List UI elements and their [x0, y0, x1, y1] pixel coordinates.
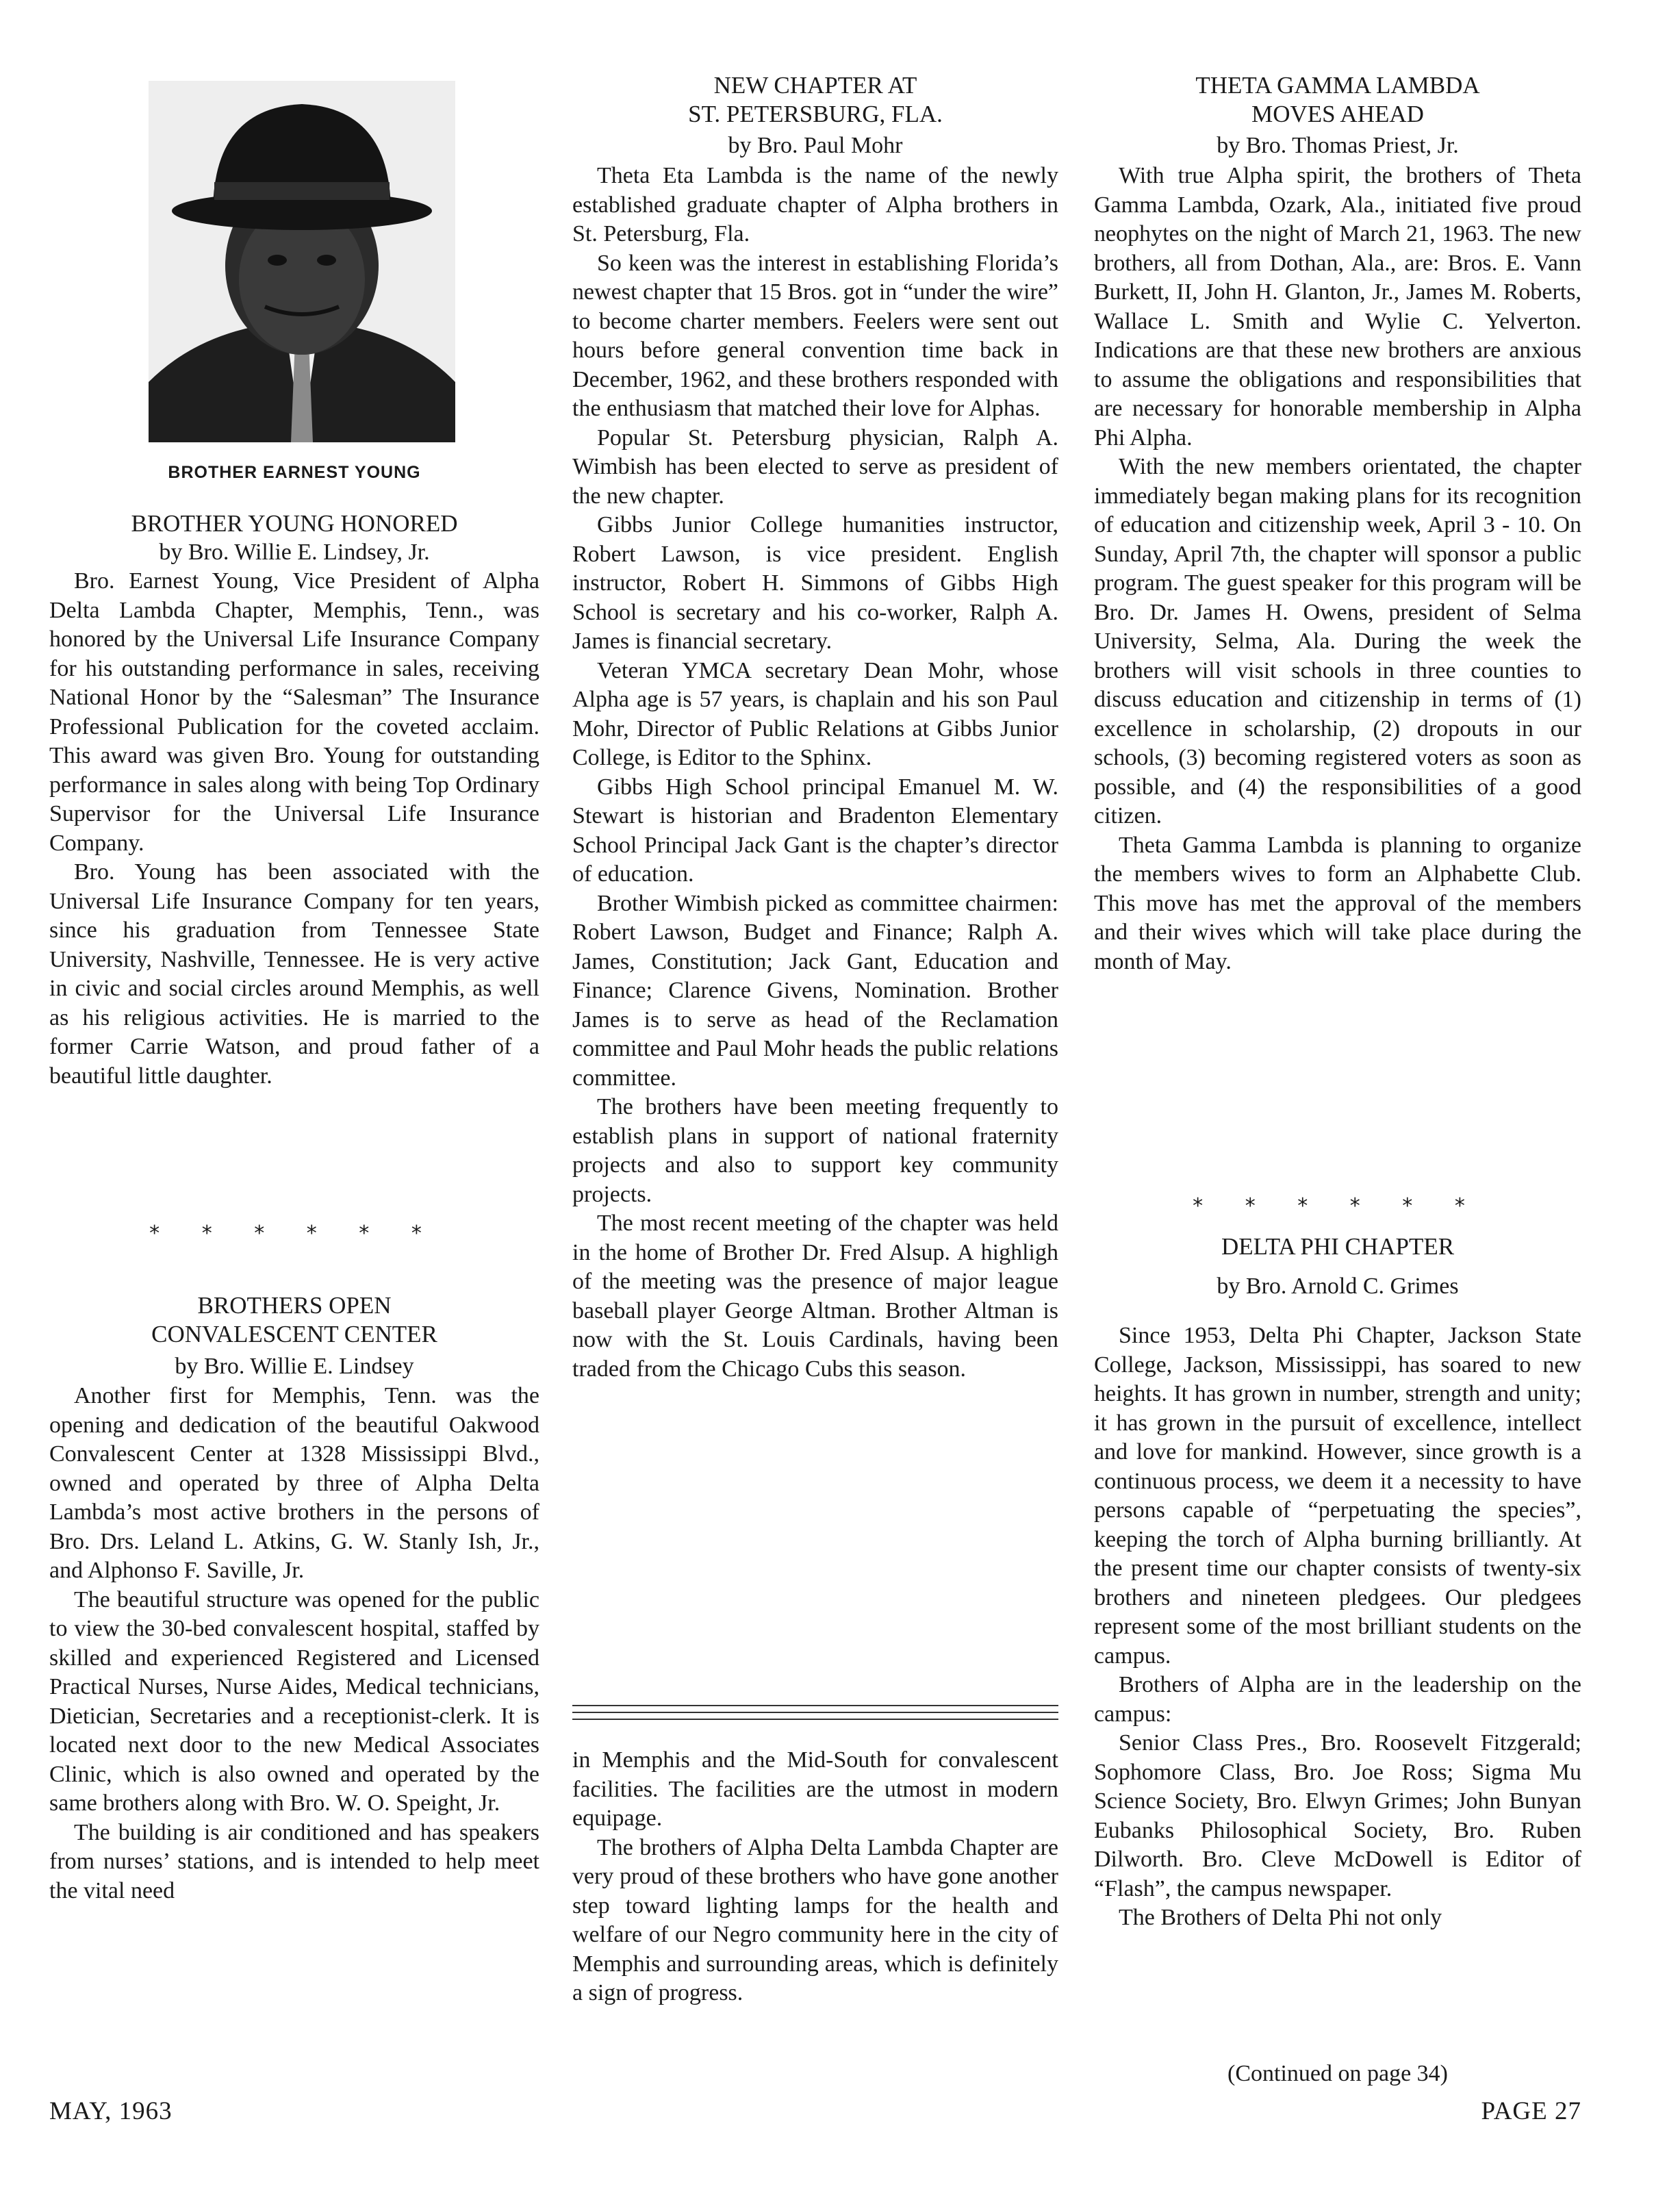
- column-divider-rule: [572, 1705, 1058, 1706]
- photo-caption: BROTHER EARNEST YOUNG: [168, 463, 421, 482]
- article-title-st-petersburg: [572, 71, 1058, 129]
- title-line: BROTHERS OPEN: [197, 1292, 392, 1319]
- paragraph: Bro. Earnest Young, Vice President of Alpha Delta Lambda Chapter, Memphis, Tenn., was honored by the Universal Life Insurance Company for his outstanding performance in sales, receiving National Honor by the “Salesman” The Insurance Professional Publication for the coveted acclaim. This award was given Bro. Young for outstanding performance in sales along with being Top Ordinary Supervisor for the Universal Life Insurance Company.: [49, 568, 539, 856]
- article-body-convalescent: [49, 1382, 539, 1905]
- byline-young: by Bro. Willie E. Lindsey, Jr.: [159, 540, 430, 565]
- byline-delta-phi: by Bro. Arnold C. Grimes: [1217, 1274, 1459, 1299]
- article-title-convalescent: [49, 1291, 539, 1349]
- title-line: NEW CHAPTER AT: [713, 72, 917, 99]
- paragraph: Senior Class Pres., Bro. Roosevelt Fitzgerald; Sophomore Class, Bro. Joe Ross; Sigma Mu Science Society, Bro. Elwyn Grimes; John Bunyan Eubanks Philosophical Society, Bro. Ruben Dilworth. Bro. Cleve McDowell is Editor of “Flash”, the campus newspaper.: [1094, 1730, 1581, 1901]
- paragraph: Veteran YMCA secretary Dean Mohr, whose Alpha age is 57 years, is chaplain and his son Paul Mohr, Director of Public Relations at Gibbs Junior College, is Editor to the Sphinx.: [572, 657, 1058, 770]
- paragraph: Gibbs High School principal Emanuel M. W. Stewart is historian and Bradenton Elementary School Principal Jack Gant is the chapter’s director of education.: [572, 774, 1058, 887]
- section-separator: * * * * * *: [1193, 1194, 1483, 1218]
- title-line: ST. PETERSBURG, FLA.: [688, 101, 943, 127]
- title-line: CONVALESCENT CENTER: [151, 1321, 437, 1347]
- paragraph: Another first for Memphis, Tenn. was the opening and dedication of the beautiful Oakwood Convalescent Center at 1328 Mississippi Blvd., owned and operated by three of Alpha Delta Lambda’s most active brothers in the persons of Bro. Drs. Leland L. Atkins, G. W. Stanly Ish, Jr., and Alphonso F. Saville, Jr.: [49, 1383, 539, 1583]
- portrait-image: [149, 81, 455, 442]
- paragraph: So keen was the interest in establishing Florida’s newest chapter that 15 Bros. got in “under the wire” to become charter members. Feelers were sent out hours before general convention time back in December, 1962, and these brothers responded with the enthusiasm that matched their love for Alphas.: [572, 250, 1058, 421]
- article-body-theta-gamma: [1094, 162, 1581, 976]
- paragraph: in Memphis and the Mid-South for convalescent facilities. The facilities are the utmost in modern equipage.: [572, 1747, 1058, 1831]
- paragraph: With the new members orientated, the chapter immediately began making plans for its recognition of education and citizenship week, April 3 - 10. On Sunday, April 7th, the chapter will sponsor a public program. The guest speaker for this program will be Bro. Dr. James H. Owens, president of Selma University, Selma, Ala. During the week the brothers will visit schools in three counties to discuss education and citizenship in terms of (1) excellence in scholarship, (2) dropouts in our schools, (3) becoming registered voters as soon as possible, and (4) the responsibilities of a good citizen.: [1094, 454, 1581, 828]
- paragraph: The brothers have been meeting frequently to establish plans in support of national fraternity projects and also to support key community projects.: [572, 1094, 1058, 1207]
- article-title-theta-gamma: [1094, 71, 1581, 129]
- paragraph: Theta Gamma Lambda is planning to organize the members wives to form an Alphabette Club. This move has met the approval of the members and their wives which will take place during the month of May.: [1094, 832, 1581, 974]
- byline-theta-gamma: by Bro. Thomas Priest, Jr.: [1217, 133, 1459, 158]
- paragraph: With true Alpha spirit, the brothers of Theta Gamma Lambda, Ozark, Ala., initiated five proud neophytes on the night of March 21, 1963. The new brothers, all from Dothan, Ala., are: Bros. E. Vann Burkett, II, John H. Glanton, Jr., James M. Roberts, Wallace L. Smith and Wylie C. Yelverton. Indications are that these new brothers are anxious to assume the obligations and responsibilities that are necessary for honorable membership in Alpha Phi Alpha.: [1094, 163, 1581, 451]
- title-line: THETA GAMMA LAMBDA: [1195, 72, 1480, 99]
- continued-note: (Continued on page 34): [1227, 2061, 1448, 2086]
- article-body-st-petersburg: [572, 162, 1058, 1384]
- paragraph: Bro. Young has been associated with the Universal Life Insurance Company for ten years, since his graduation from Tennessee State University, Nashville, Tennessee. He is very active in civic and social circles around Memphis, as well as his religious activities. He is married to the former Carrie Watson, and proud father of a beautiful little daughter.: [49, 859, 539, 1089]
- paragraph: Brothers of Alpha are in the leadership on the campus:: [1094, 1672, 1581, 1727]
- article-continuation-convalescent: [572, 1746, 1058, 2008]
- paragraph: Since 1953, Delta Phi Chapter, Jackson State College, Jackson, Mississippi, has soared to new heights. It has grown in number, strength and unity; it has grown in the pursuit of excellence, intellect and love for mankind. However, since growth is a continuous process, we deem it a necessity to have persons capable of “perpetuating the species”, keeping the torch of Alpha burning brilliantly. At the present time our chapter consists of twenty-six brothers and nineteen pledgees. Our pledgees represent some of the most brilliant students on the campus.: [1094, 1323, 1581, 1669]
- paragraph: The beautiful structure was opened for the public to view the 30-bed convalescent hospital, staffed by skilled and experienced Registered and Licensed Practical Nurses, Nurse Aides, Medical technicians, Dietician, Secretaries and a receptionist-clerk. It is located next door to the new Medical Associates Clinic, which is also owned and operated by the same brothers along with Bro. W. O. Speight, Jr.: [49, 1586, 539, 1816]
- byline-convalescent: by Bro. Willie E. Lindsey: [175, 1354, 414, 1379]
- paragraph: The Brothers of Delta Phi not only: [1119, 1905, 1442, 1930]
- column-divider-rule: [572, 1719, 1058, 1720]
- article-body-young: [49, 567, 539, 1091]
- paragraph: Brother Wimbish picked as committee chairmen: Robert Lawson, Budget and Finance; Ralph A. James, Constitution; Jack Gant, Education and Finance; Clarence Givens, Nomination. Brother James is to serve as head of the Reclamation committee and Paul Mohr heads the public relations committee.: [572, 890, 1058, 1091]
- article-title-young: BROTHER YOUNG HONORED: [131, 510, 458, 537]
- footer-date: MAY, 1963: [49, 2097, 173, 2125]
- byline-st-petersburg: by Bro. Paul Mohr: [728, 133, 903, 158]
- paragraph: Popular St. Petersburg physician, Ralph A. Wimbish has been elected to serve as president of the new chapter.: [572, 425, 1058, 509]
- footer-page-number: PAGE 27: [1481, 2097, 1581, 2125]
- portrait-photo: [149, 81, 455, 442]
- paragraph: The most recent meeting of the chapter was held in the home of Brother Dr. Fred Alsup. A highligh of the meeting was the presence of major league baseball player George Altman. Brother Altman is now with the St. Louis Cardinals, having been traded from the Chicago Cubs this season.: [572, 1211, 1058, 1382]
- paragraph: The brothers of Alpha Delta Lambda Chapter are very proud of these brothers who have gone another step toward lighting lamps for the health and welfare of our Negro community here in the city of Memphis and surrounding areas, which is definitely a sign of progress.: [572, 1834, 1058, 2005]
- paragraph: The building is air conditioned and has speakers from nurses’ stations, and is intended to help meet the vital need: [49, 1819, 539, 1903]
- article-title-delta-phi: DELTA PHI CHAPTER: [1221, 1233, 1455, 1260]
- title-line: MOVES AHEAD: [1251, 101, 1424, 127]
- paragraph: Theta Eta Lambda is the name of the newly established graduate chapter of Alpha brothers in St. Petersburg, Fla.: [572, 163, 1058, 246]
- article-body-delta-phi: [1094, 1321, 1581, 1933]
- column-divider-rule: [572, 1712, 1058, 1713]
- paragraph: Gibbs Junior College humanities instructor, Robert Lawson, is vice president. English instructor, Robert H. Simmons of Gibbs High School is secretary and his co-worker, Ralph A. James is financial secretary.: [572, 512, 1058, 654]
- section-separator: * * * * * *: [149, 1221, 440, 1245]
